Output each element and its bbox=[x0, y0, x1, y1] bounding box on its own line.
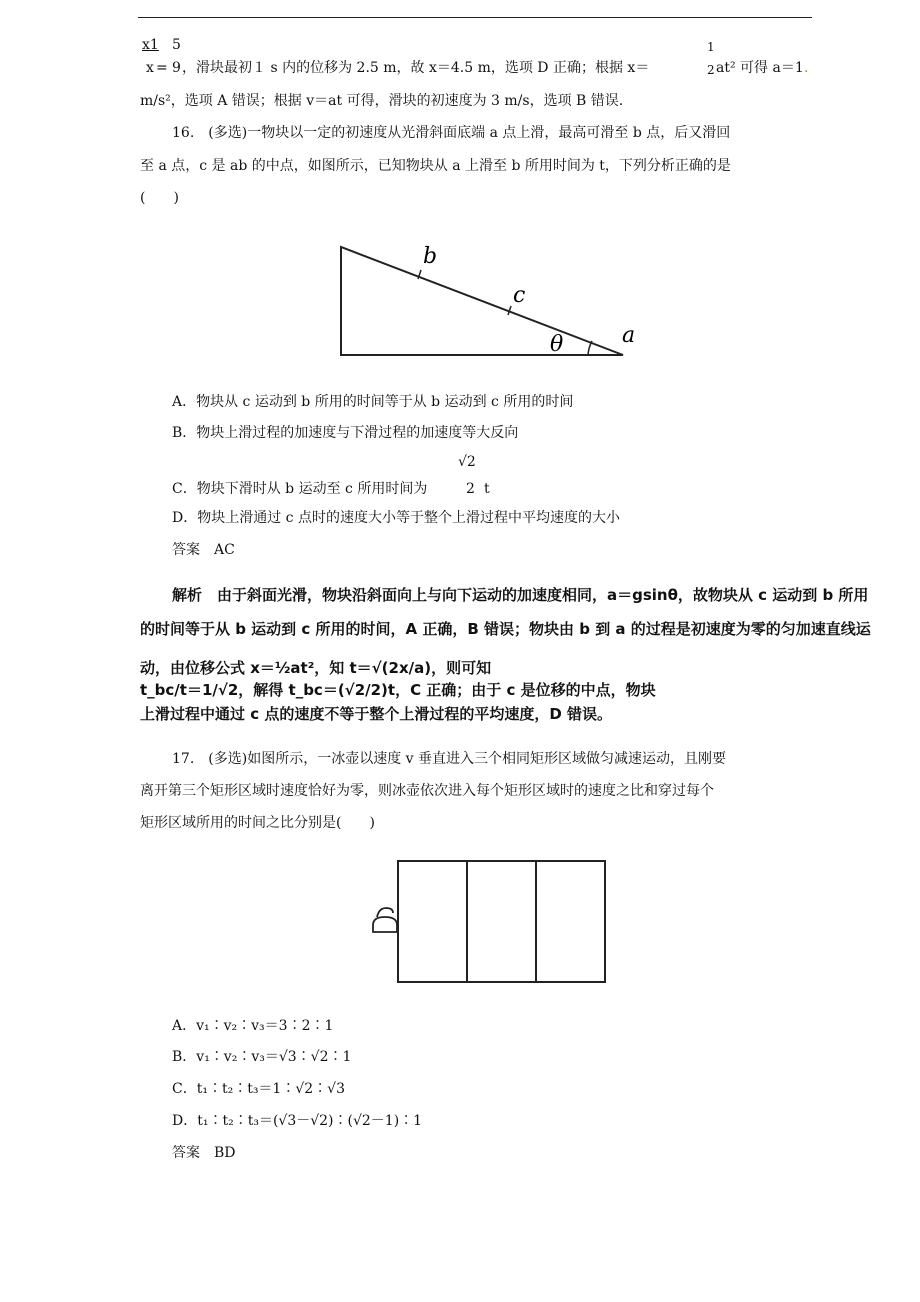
label-a: a bbox=[622, 323, 636, 348]
q17-answer: 答案 BD bbox=[172, 1145, 236, 1161]
curling-stone-icon bbox=[373, 908, 397, 932]
q16-option-c: C．物块下滑时从 b 运动至 c 所用时间为 bbox=[172, 481, 428, 497]
q16-analysis-line-3a: 动，由位移公式 x＝½at²，知 t＝√(2x/a)，则可知 bbox=[140, 659, 492, 677]
q16-analysis-line-2: 的时间等于从 b 运动到 c 所用的时间，A 正确，B 错误；物块由 b 到 a 的过程是初速度为零的匀加速直线运 bbox=[140, 620, 871, 638]
q16-option-d: D．物块上滑通过 c 点时的速度大小等于整个上滑过程中平均速度的大小 bbox=[172, 510, 620, 526]
q16-option-c-denominator: 2 bbox=[466, 481, 475, 497]
q17-stem-line-2: 离开第三个矩形区域时速度恰好为零，则冰壶依次进入每个矩形区域时的速度之比和穿过每个 bbox=[140, 783, 714, 799]
q16-stem-line-1: 16. (多选)一物块以一定的初速度从光滑斜面底端 a 点上滑，最高可滑至 b 点，后又滑回 bbox=[172, 125, 731, 141]
header-rule bbox=[138, 17, 812, 18]
frac-rhs-numerator: 5 bbox=[172, 37, 181, 53]
q16-option-c-tail: t bbox=[484, 481, 490, 497]
q17-stem-line-3: 矩形区域所用的时间之比分别是( ) bbox=[140, 815, 375, 831]
header-line-1-dot: . bbox=[804, 60, 809, 76]
header-line-2: m/s²，选项 A 错误；根据 v＝at 可得，滑块的初速度为 3 m/s，选项 B 错误. bbox=[140, 93, 624, 109]
frac-equals: = bbox=[156, 60, 168, 76]
frac-rhs-denominator: 9 bbox=[172, 60, 181, 76]
region-2 bbox=[467, 861, 536, 982]
q17-option-a: A．v₁∶v₂∶v₃＝3∶2∶1 bbox=[172, 1018, 334, 1034]
q16-option-c-numerator: √2 bbox=[458, 454, 476, 470]
q17-stem-line-1: 17. (多选)如图所示，一冰壶以速度 v 垂直进入三个相同矩形区域做匀减速运动，且刚要 bbox=[172, 751, 726, 767]
q17-option-b: B．v₁∶v₂∶v₃＝√3∶√2∶1 bbox=[172, 1049, 352, 1065]
q16-stem-line-3: ( ) bbox=[140, 190, 179, 206]
q17-option-d: D．t₁∶t₂∶t₃＝(√3－√2)∶(√2－1)∶1 bbox=[172, 1113, 423, 1129]
header-line-1: ，滑块最初１ s 内的位移为 2.5 m，故 x＝4.5 m，选项 D 正确；根据 x＝ bbox=[182, 60, 650, 76]
region-1 bbox=[398, 861, 467, 982]
q16-answer: 答案 AC bbox=[172, 542, 235, 558]
q16-stem-line-2: 至 a 点，c 是 ab 的中点，如图所示，已知物块从 a 上滑至 b 所用时间为 t，下列分析正确的是 bbox=[140, 158, 731, 174]
frac-denominator: x bbox=[146, 60, 154, 76]
label-c: c bbox=[513, 283, 526, 308]
curling-figure bbox=[365, 855, 615, 990]
q16-option-a: A．物块从 c 运动到 b 所用的时间等于从 b 运动到 c 所用的时间 bbox=[172, 394, 574, 410]
q16-option-b: B．物块上滑过程的加速度与下滑过程的加速度等大反向 bbox=[172, 425, 519, 441]
incline-triangle bbox=[341, 247, 623, 355]
region-3 bbox=[536, 861, 605, 982]
q16-analysis-line-1: 解析 由于斜面光滑，物块沿斜面向上与向下运动的加速度相同，a＝gsinθ，故物块从 c 运动到 b 所用 bbox=[172, 586, 869, 604]
label-b: b bbox=[423, 244, 438, 269]
label-theta: θ bbox=[550, 332, 564, 357]
q16-analysis-line-4: 上滑过程中通过 c 点的速度不等于整个上滑过程的平均速度，D 错误。 bbox=[140, 705, 613, 723]
q16-analysis-line-3b: t_bc/t＝1/√2，解得 t_bc＝(√2/2)t，C 正确；由于 c 是位移的中点，物块 bbox=[140, 681, 656, 699]
incline-figure bbox=[330, 230, 650, 370]
half-numerator: 1 bbox=[707, 40, 715, 54]
frac-numerator: x1 bbox=[142, 37, 159, 53]
half-denominator: 2 bbox=[707, 63, 715, 77]
q17-option-c: C．t₁∶t₂∶t₃＝1∶√2∶√3 bbox=[172, 1081, 345, 1097]
header-line-1-tail: at² 可得 a＝1 bbox=[716, 60, 804, 76]
